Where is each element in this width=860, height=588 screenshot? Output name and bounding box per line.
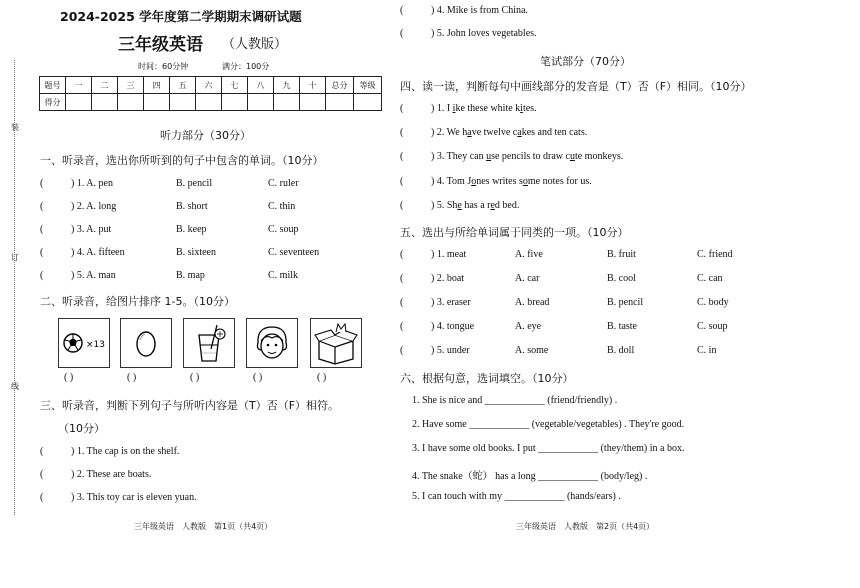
answer-paren[interactable]: (: [400, 297, 404, 308]
question-option-c: C. in: [697, 345, 717, 356]
underlined-letter: a: [517, 127, 522, 138]
underlined-letter: a: [467, 127, 472, 138]
margin-mark-ding: 订: [11, 253, 19, 262]
pronunciation-sentence: [431, 103, 537, 114]
girl-face-icon: [247, 319, 297, 367]
score-cell[interactable]: [144, 94, 170, 111]
given-word: ) 3. eraser: [431, 297, 471, 308]
box-with-cat-icon: [311, 319, 361, 367]
question-option-c: C. thin: [268, 201, 296, 212]
footer-right-page: 三年级英语 人教版 第2页（共4页）: [516, 522, 655, 531]
underlined-letter: i: [520, 103, 523, 114]
section-3-title: 三、听录音，判断下列句子与所听内容是（T）否（F）相符。: [40, 399, 340, 412]
picture-order-blank[interactable]: ( ): [317, 372, 327, 383]
picture-box: [310, 318, 362, 368]
question-option-c: C. seventeen: [268, 247, 320, 258]
score-table-header: 八: [248, 77, 274, 94]
question-option-a: ) 2. A. long: [71, 201, 117, 212]
score-cell[interactable]: [354, 94, 382, 111]
question-option-b: B. cool: [607, 273, 636, 284]
picture-order-blank[interactable]: ( ): [64, 372, 74, 383]
answer-paren[interactable]: (: [40, 247, 44, 258]
exam-edition: （人教版）: [222, 37, 288, 52]
sentence-text: ) 1. I: [431, 103, 453, 114]
section-1-title: 一、听录音，选出你所听到的句子中包含的单词。（10分）: [40, 154, 324, 167]
answer-paren[interactable]: (: [400, 345, 404, 356]
fill-blank-sentence[interactable]: 2. Have some ____________ (vegetable/vegetables) . They're good.: [412, 419, 685, 430]
answer-paren[interactable]: (: [400, 28, 404, 39]
fill-blank-sentence[interactable]: 4. The snake（蛇） has a long ____________ (body/leg) .: [412, 471, 648, 482]
sentence-text: tes.: [522, 103, 537, 114]
fill-blank-sentence[interactable]: 1. She is nice and ____________ (friend/friendly) .: [412, 395, 618, 406]
score-table-header: 总分: [326, 77, 354, 94]
question-option-c: C. friend: [697, 249, 733, 260]
given-word: ) 4. tongue: [431, 321, 475, 332]
answer-paren[interactable]: (: [40, 446, 44, 457]
answer-paren[interactable]: (: [40, 270, 44, 281]
question-option-c: C. can: [697, 273, 723, 284]
sentence-text: te monkeys.: [574, 151, 624, 162]
question-option-b: B. fruit: [607, 249, 636, 260]
question-option-b: B. pencil: [176, 178, 213, 189]
answer-paren[interactable]: (: [400, 176, 404, 187]
question-option-b: B. keep: [176, 224, 207, 235]
score-cell[interactable]: [248, 94, 274, 111]
score-table: [39, 76, 382, 111]
question-sentence: ) 5. John loves vegetables.: [431, 28, 537, 39]
section-4-title: 四、读一读，判断每句中画线部分的发音是（T）否（F）相同。（10分）: [400, 80, 752, 93]
question-option-b: B. short: [176, 201, 208, 212]
given-word: ) 1. meat: [431, 249, 467, 260]
score-table-header: 五: [170, 77, 196, 94]
underlined-letter: u: [569, 151, 575, 162]
answer-paren[interactable]: (: [40, 201, 44, 212]
question-sentence: ) 3. This toy car is eleven yuan.: [71, 492, 197, 503]
question-option-a: A. some: [515, 345, 549, 356]
score-table-header: 二: [92, 77, 118, 94]
sentence-text: ) 3. They can: [431, 151, 487, 162]
underlined-letter: e: [490, 200, 495, 211]
question-option-b: B. sixteen: [176, 247, 216, 258]
pronunciation-sentence: [431, 151, 623, 162]
sentence-text: se pencils to draw c: [491, 151, 570, 162]
question-option-b: B. pencil: [607, 297, 644, 308]
exam-full-score: 满分：100分: [222, 62, 270, 71]
underlined-letter: u: [486, 151, 492, 162]
question-sentence: ) 1. The cap is on the shelf.: [71, 446, 180, 457]
picture-egg: [120, 318, 172, 368]
picture-order-blank[interactable]: ( ): [127, 372, 137, 383]
exam-time: 时间：60分钟: [138, 62, 189, 71]
score-table-score-row: [40, 94, 382, 111]
question-sentence: ) 4. Mike is from China.: [431, 5, 528, 16]
section-3-score: （10分）: [58, 422, 105, 435]
score-table-header: 六: [196, 77, 222, 94]
question-option-b: B. taste: [607, 321, 637, 332]
sentence-text: ke these white k: [455, 103, 521, 114]
score-table-header: 九: [274, 77, 300, 94]
sentence-text: has a r: [461, 200, 491, 211]
question-option-a: ) 4. A. fifteen: [71, 247, 125, 258]
given-word: ) 2. boat: [431, 273, 465, 284]
sentence-text: me notes for us.: [527, 176, 592, 187]
score-table-header: 等级: [354, 77, 382, 94]
listening-heading: 听力部分（30分）: [160, 129, 251, 142]
sentence-text: ) 4. Tom J: [431, 176, 472, 187]
picture-count-label: ×13: [86, 340, 105, 350]
answer-paren[interactable]: (: [400, 5, 404, 16]
picture-soccer-ball: [58, 318, 110, 368]
question-option-a: A. five: [515, 249, 543, 260]
picture-order-blank[interactable]: ( ): [253, 372, 263, 383]
exam-year-title: 2024-2025 学年度第二学期期末调研试题: [60, 9, 302, 24]
score-table-header: 七: [222, 77, 248, 94]
section-2-title: 二、听录音，给图片排序 1-5。（10分）: [40, 295, 235, 308]
answer-paren[interactable]: (: [40, 492, 44, 503]
answer-paren[interactable]: (: [400, 200, 404, 211]
sentence-text: nes writes s: [476, 176, 523, 187]
pronunciation-sentence: [431, 200, 519, 211]
score-table-header: 四: [144, 77, 170, 94]
score-table-row-label: 得分: [40, 94, 66, 111]
answer-paren[interactable]: (: [40, 469, 44, 480]
answer-paren[interactable]: (: [400, 273, 404, 284]
question-option-a: A. eye: [515, 321, 542, 332]
pronunciation-sentence: [431, 176, 592, 187]
sentence-text: kes and ten cats.: [521, 127, 588, 138]
exam-main-title: 三年级英语: [118, 35, 203, 55]
score-cell[interactable]: [66, 94, 92, 111]
score-cell[interactable]: [196, 94, 222, 111]
question-option-c: C. soup: [697, 321, 728, 332]
question-option-c: C. body: [697, 297, 729, 308]
sentence-text: ve twelve c: [471, 127, 518, 138]
answer-paren[interactable]: (: [400, 127, 404, 138]
soccer-ball-icon: [59, 319, 109, 367]
score-cell[interactable]: [118, 94, 144, 111]
margin-mark-xian: 线: [11, 382, 19, 391]
question-option-a: A. car: [515, 273, 540, 284]
fill-blank-sentence[interactable]: 5. I can touch with my ____________ (hands/ears) .: [412, 491, 621, 502]
score-table-header: 十: [300, 77, 326, 94]
score-table-header: 三: [118, 77, 144, 94]
score-cell[interactable]: [92, 94, 118, 111]
pronunciation-sentence: [431, 127, 587, 138]
question-option-a: ) 5. A. man: [71, 270, 116, 281]
fill-blank-sentence[interactable]: 3. I have some old books. I put ____________ (they/them) in a box.: [412, 443, 685, 454]
margin-mark-zhuang: 装: [11, 123, 19, 132]
footer-left-page: 三年级英语 人教版 第1页（共4页）: [134, 522, 273, 531]
sentence-text: ) 5. Sh: [431, 200, 458, 211]
question-option-a: ) 1. A. pen: [71, 178, 113, 189]
underlined-letter: e: [457, 200, 462, 211]
section-6-title: 六、根据句意，选词填空。（10分）: [400, 372, 574, 385]
score-table-header: 一: [66, 77, 92, 94]
sentence-text: ) 2. We h: [431, 127, 468, 138]
juice-glass-icon: [184, 319, 234, 367]
underlined-letter: i: [452, 103, 456, 114]
underlined-letter: o: [522, 176, 528, 187]
answer-paren[interactable]: (: [400, 103, 404, 114]
question-option-b: B. doll: [607, 345, 635, 356]
answer-paren[interactable]: (: [40, 224, 44, 235]
question-sentence: ) 2. These are boats.: [71, 469, 152, 480]
answer-paren[interactable]: (: [40, 178, 44, 189]
question-option-a: A. bread: [515, 297, 550, 308]
section-5-title: 五、选出与所给单词属于同类的一项。（10分）: [400, 226, 629, 239]
question-option-c: C. ruler: [268, 178, 299, 189]
score-table-header-row: [40, 77, 382, 94]
question-option-c: C. milk: [268, 270, 299, 281]
answer-paren[interactable]: (: [400, 249, 404, 260]
given-word: ) 5. under: [431, 345, 470, 356]
score-cell[interactable]: [170, 94, 196, 111]
answer-paren[interactable]: (: [400, 151, 404, 162]
picture-order-blank[interactable]: ( ): [190, 372, 200, 383]
picture-juice: [183, 318, 235, 368]
score-cell[interactable]: [222, 94, 248, 111]
question-option-a: ) 3. A. put: [71, 224, 112, 235]
score-cell[interactable]: [300, 94, 326, 111]
score-cell[interactable]: [274, 94, 300, 111]
sentence-text: d bed.: [494, 200, 520, 211]
egg-icon: [121, 319, 171, 367]
question-option-b: B. map: [176, 270, 205, 281]
score-cell[interactable]: [326, 94, 354, 111]
question-option-c: C. soup: [268, 224, 299, 235]
score-table-header: 题号: [40, 77, 66, 94]
written-heading: 笔试部分（70分）: [540, 55, 631, 68]
answer-paren[interactable]: (: [400, 321, 404, 332]
underlined-letter: o: [471, 176, 477, 187]
picture-girl: [246, 318, 298, 368]
